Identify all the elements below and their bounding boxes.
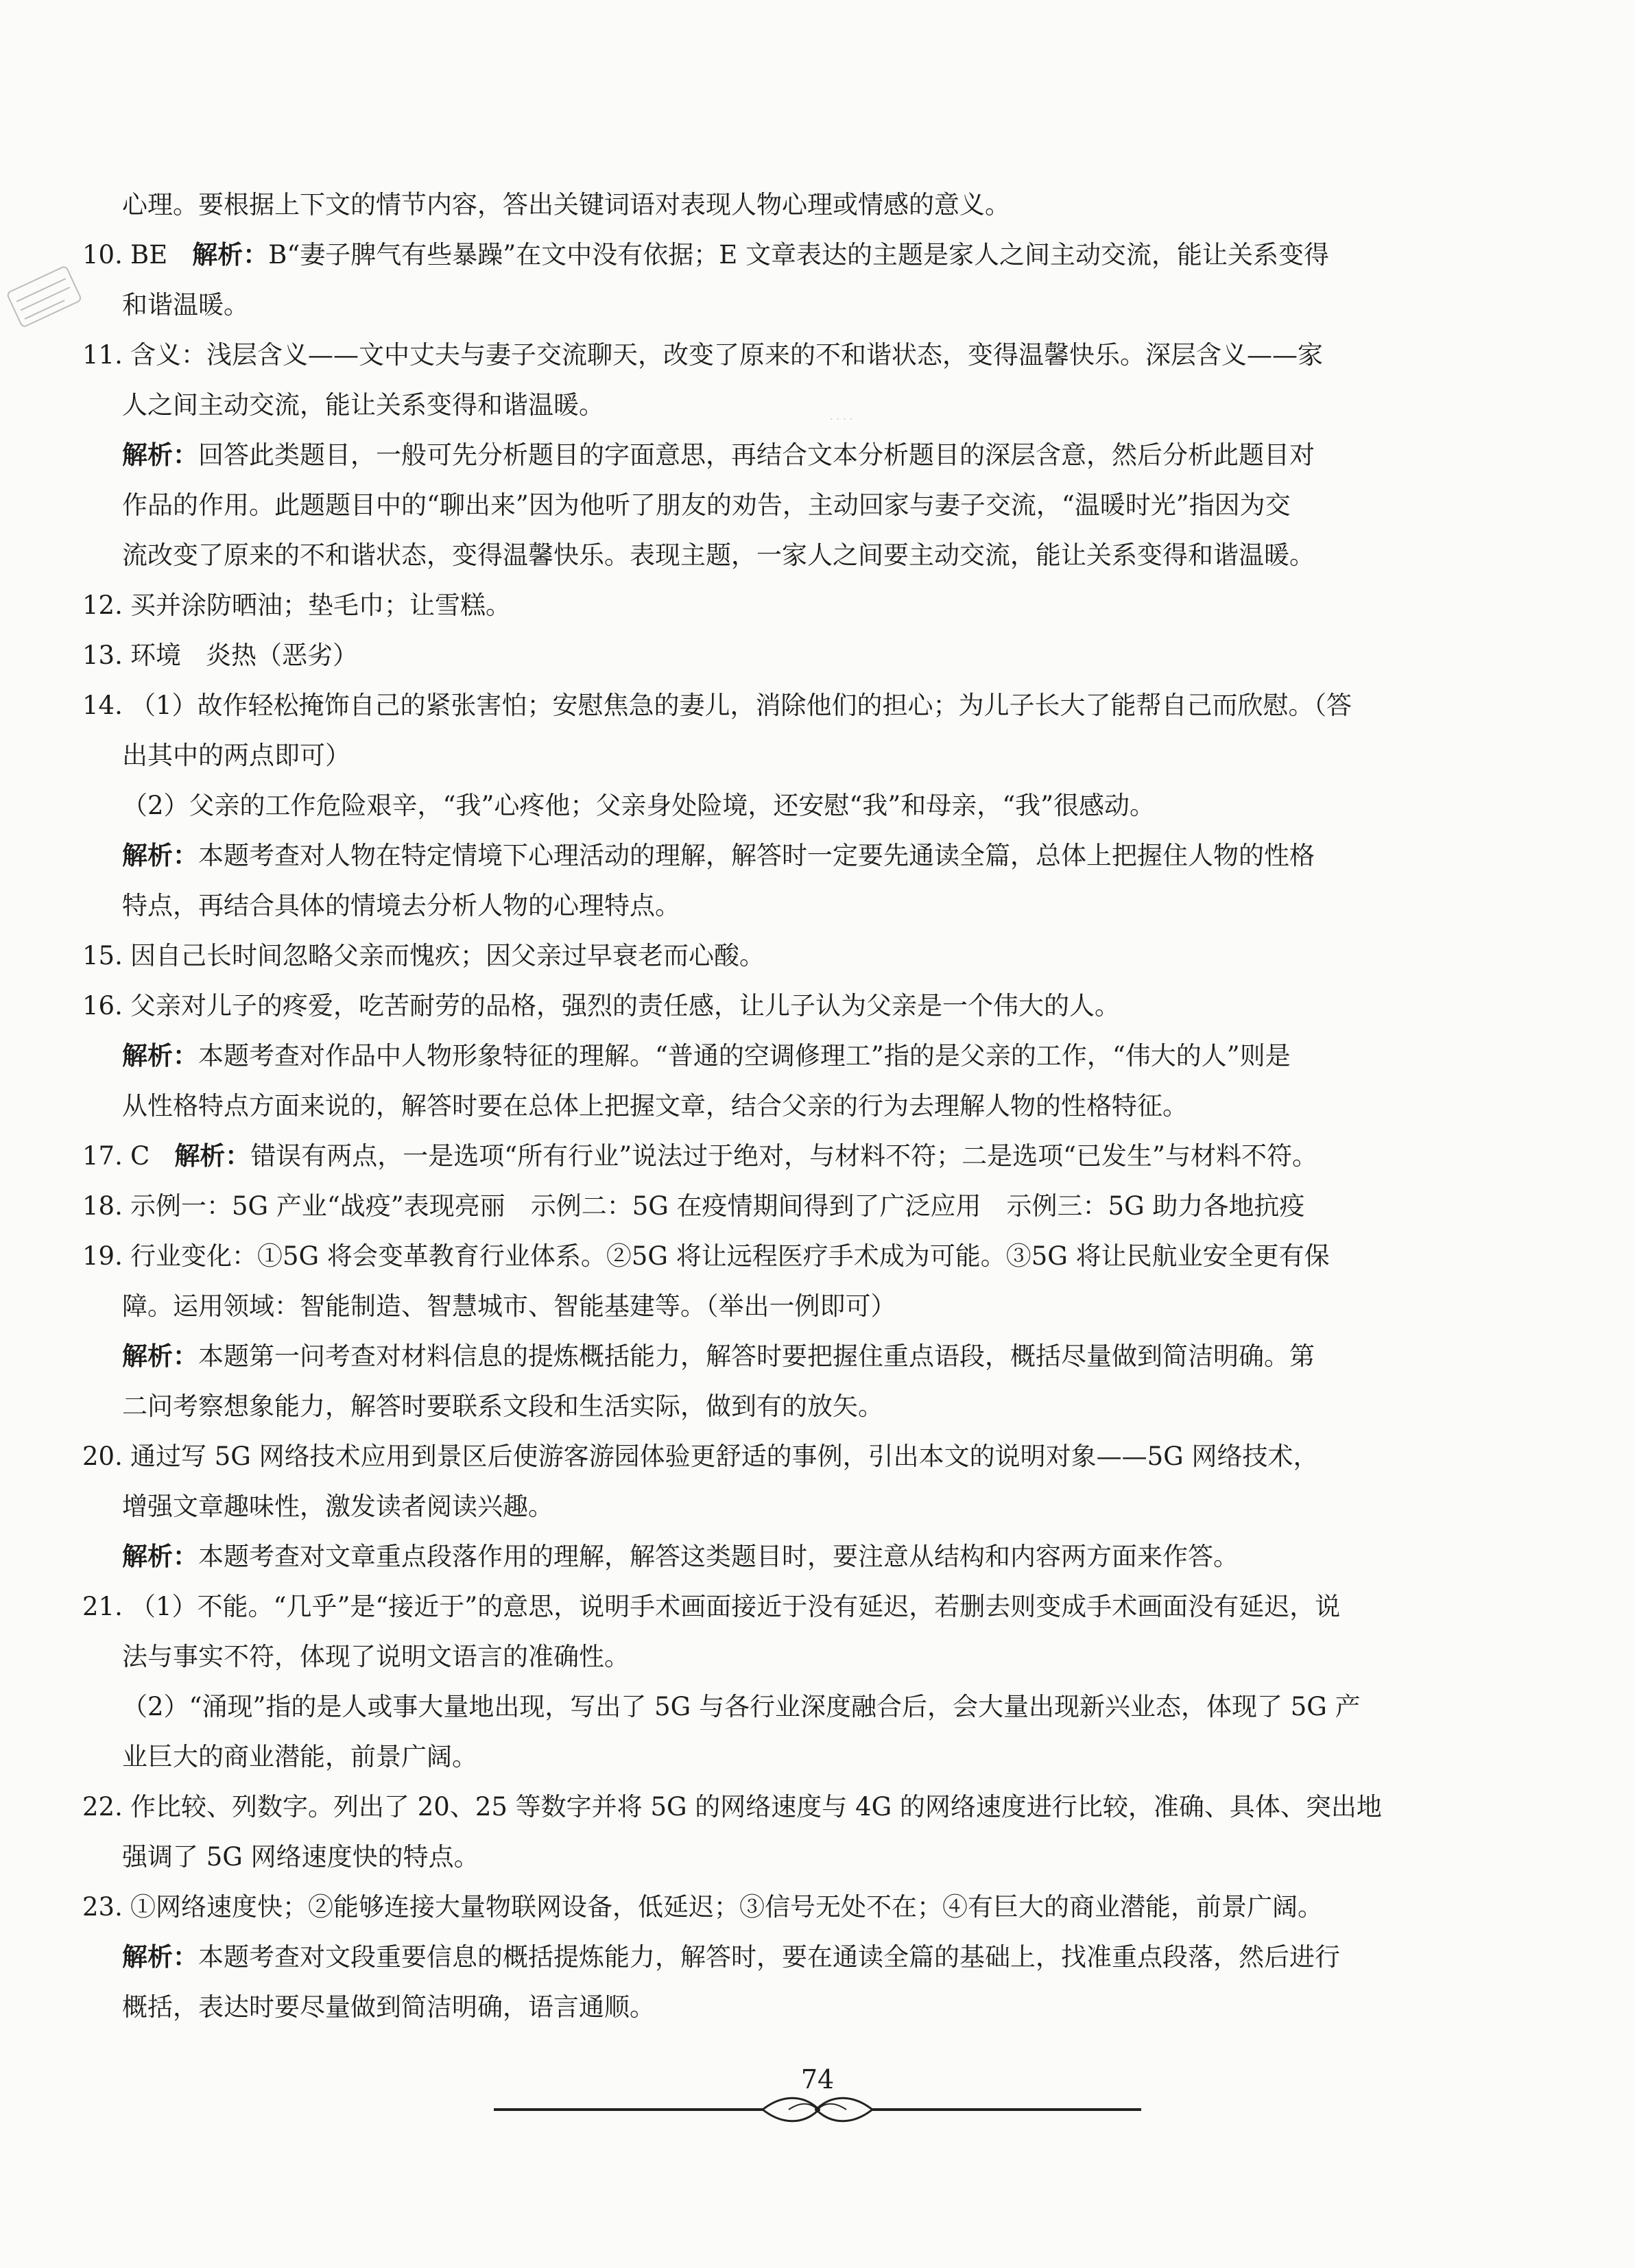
- text-line: 概括，表达时要尽量做到简洁明确，语言通顺。: [122, 1992, 655, 2022]
- text-line: 二问考察想象能力，解答时要联系文段和生活实际，做到有的放矢。: [122, 1392, 883, 1421]
- text-line: 出其中的两点即可）: [122, 741, 350, 770]
- answer-18: 18. 示例一：5G 产业“战疫”表现亮丽 示例二：5G 在疫情期间得到了广泛应用 示例三：5G 助力各地抗疫: [82, 1191, 1305, 1221]
- text-line: 法与事实不符，体现了说明文语言的准确性。: [122, 1642, 630, 1671]
- answer-14: 14. （1）故作轻松掩饰自己的紧张害怕；安慰焦急的妻儿，消除他们的担心；为儿子长大了能帮自己而欣慰。（答: [82, 691, 1352, 720]
- answer-12: 12. 买并涂防晒油；垫毛巾；让雪糕。: [82, 590, 511, 620]
- answer-10: 10. BE 解析：B“妻子脾气有些暴躁”在文中没有依据；E 文章表达的主题是家人之间主动交流，能让关系变得: [82, 239, 1329, 270]
- analysis-label: 解析：: [122, 1541, 198, 1571]
- text-line: 增强文章趣味性，激发读者阅读兴趣。: [122, 1492, 553, 1521]
- analysis-label: 解析：: [122, 1341, 198, 1371]
- analysis-line: 解析：本题考查对人物在特定情境下心理活动的理解，解答时一定要先通读全篇，总体上把握住人物的性格: [122, 840, 1315, 870]
- answer-13: 13. 环境 炎热（恶劣）: [82, 641, 358, 670]
- analysis-label: 解析：: [122, 840, 198, 870]
- faint-mark: · · · ·: [830, 413, 853, 425]
- analysis-line: 解析：本题第一问考查对材料信息的提炼概括能力，解答时要把握住重点语段，概括尽量做到简洁明确。第: [122, 1341, 1315, 1371]
- answer-16: 16. 父亲对儿子的疼爱，吃苦耐劳的品格，强烈的责任感，让儿子认为父亲是一个伟大的人。: [82, 991, 1120, 1020]
- footer-ornament: [494, 2089, 1141, 2130]
- seal-stamp: [0, 254, 89, 343]
- answer-content: [82, 180, 1427, 2032]
- text-line: 业巨大的商业潜能，前景广阔。: [122, 1742, 477, 1771]
- text-line: （2）父亲的工作危险艰辛，“我”心疼他；父亲身处险境，还安慰“我”和母亲，“我”很感动。: [122, 791, 1156, 820]
- analysis-label: 解析：: [174, 1141, 251, 1171]
- answer-20: 20. 通过写 5G 网络技术应用到景区后使游客游园体验更舒适的事例，引出本文的说明对象——5G 网络技术，: [82, 1442, 1319, 1471]
- text-line: 从性格特点方面来说的，解答时要在总体上把握文章，结合父亲的行为去理解人物的性格特征。: [122, 1091, 1188, 1121]
- answer-22: 22. 作比较、列数字。列出了 20、25 等数字并将 5G 的网络速度与 4G 的网络速度进行比较，准确、具体、突出地: [82, 1792, 1382, 1822]
- answer-21: 21. （1）不能。“几乎”是“接近于”的意思，说明手术画面接近于没有延迟，若删去则变成手术画面没有延迟，说: [82, 1592, 1341, 1621]
- text-line: 流改变了原来的不和谐状态，变得温馨快乐。表现主题，一家人之间要主动交流，能让关系变得和谐温暖。: [122, 540, 1315, 570]
- page-number: 74: [800, 2064, 835, 2094]
- analysis-label: 解析：: [192, 239, 269, 270]
- analysis-line: 解析：本题考查对文段重要信息的概括提炼能力，解答时，要在通读全篇的基础上，找准重点段落，然后进行: [122, 1942, 1340, 1972]
- text-line: 特点，再结合具体的情境去分析人物的心理特点。: [122, 891, 680, 920]
- text-line: 作品的作用。此题题目中的“聊出来”因为他听了朋友的劝告，主动回家与妻子交流，“温暖时光”指因为交: [122, 490, 1291, 520]
- text-line: 强调了 5G 网络速度快的特点。: [122, 1842, 479, 1872]
- text-line: 人之间主动交流，能让关系变得和谐温暖。: [122, 390, 604, 420]
- text-line: 和谐温暖。: [122, 290, 249, 320]
- text-line: 障。运用领域：智能制造、智慧城市、智能基建等。（举出一例即可）: [122, 1291, 896, 1321]
- answer-19: 19. 行业变化：①5G 将会变革教育行业体系。②5G 将让远程医疗手术成为可能。③5G 将让民航业安全更有保: [82, 1241, 1330, 1271]
- text-line: 心理。要根据上下文的情节内容，答出关键词语对表现人物心理或情感的意义。: [122, 190, 1010, 219]
- text-line: （2）“涌现”指的是人或事大量地出现，写出了 5G 与各行业深度融合后，会大量出现新兴业态，体现了 5G 产: [122, 1692, 1361, 1721]
- analysis-label: 解析：: [122, 440, 198, 470]
- answer-15: 15. 因自己长时间忽略父亲而愧疚；因父亲过早衰老而心酸。: [82, 941, 765, 970]
- analysis-line: 解析：本题考查对作品中人物形象特征的理解。“普通的空调修理工”指的是父亲的工作，“伟大的人”则是: [122, 1040, 1291, 1071]
- analysis-label: 解析：: [122, 1942, 198, 1972]
- answer-17: 17. C 解析：错误有两点，一是选项“所有行业”说法过于绝对，与材料不符；二是选项“已发生”与材料不符。: [82, 1141, 1317, 1171]
- analysis-line: 解析：回答此类题目，一般可先分析题目的字面意思，再结合文本分析题目的深层含意，然后分析此题目对: [122, 440, 1315, 470]
- analysis-line: 解析：本题考查对文章重点段落作用的理解，解答这类题目时，要注意从结构和内容两方面来作答。: [122, 1541, 1239, 1571]
- answer-11: 11. 含义：浅层含义——文中丈夫与妻子交流聊天，改变了原来的不和谐状态，变得温馨快乐。深层含义——家: [82, 340, 1323, 370]
- answer-23: 23. ①网络速度快；②能够连接大量物联网设备，低延迟；③信号无处不在；④有巨大的商业潜能，前景广阔。: [82, 1892, 1323, 1922]
- analysis-label: 解析：: [122, 1040, 198, 1071]
